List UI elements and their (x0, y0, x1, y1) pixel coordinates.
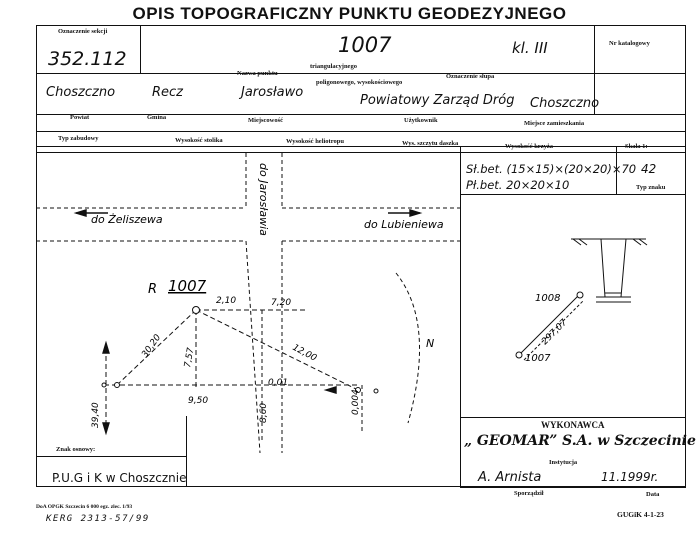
gmina-value: Recz (152, 85, 184, 100)
executor-label: WYKONAWCA (541, 420, 605, 430)
heliotrop-label: Wysokość heliotropu (286, 138, 344, 145)
marker-inset (461, 195, 686, 417)
north-label: N (426, 337, 435, 350)
section-value: 352.112 (48, 48, 127, 70)
point-number: 1007 (338, 33, 392, 57)
sl-bet-value: Sł.bet. (15×15)×(20×20)×70 (466, 162, 637, 176)
type-line-1: triangulacyjnego (310, 63, 357, 70)
site-sketch (36, 153, 460, 453)
miejscowosc-label: Miejscowość (248, 117, 284, 124)
stamp-value: P.U.G i K w Choszcznie (52, 471, 187, 485)
row-divider (460, 417, 686, 418)
typ-znaku-label: Typ znaku (636, 184, 666, 191)
date-label: Data (646, 491, 660, 498)
miejsce-value: Choszczno (530, 96, 600, 111)
typ-znaku-value: 42 (641, 162, 657, 176)
type-line-2: poligonowego, wysokościowego (316, 79, 403, 86)
uzytkownik-value: Powiatowy Zarząd Dróg (360, 93, 515, 108)
row-divider (36, 146, 686, 147)
miejscowosc-value: Jarosławo (241, 85, 304, 100)
dist-label: 30,20 (140, 332, 164, 360)
sketch-point-number: 1007 (168, 277, 207, 295)
col-divider (140, 25, 141, 73)
powiat-value: Choszczno (46, 85, 116, 100)
dist-label: 12,00 (290, 342, 319, 364)
institution-label: Instytucja (549, 459, 578, 466)
row-divider (36, 114, 686, 115)
powiat-label: Powiat (70, 114, 90, 121)
author-name: A. Arnista (478, 470, 542, 485)
dist-label: 0,01 (268, 378, 289, 388)
dist-label: 7,57 (183, 347, 197, 369)
skala-label: Skala 1: (625, 143, 648, 150)
footer-print-info: DoA OPGK Szczecin 6 000 egz. zlec. 1/93 (36, 504, 133, 510)
executor-name: „ GEOMAR” S.A. w Szczecinie (464, 433, 696, 449)
krzyz-label: Wysokość krzyża (505, 143, 553, 150)
point-class: kl. III (512, 39, 548, 57)
pl-bet-value: Pł.bet. 20×20×10 (466, 178, 570, 192)
typ-label: Typ zabudowy (58, 135, 99, 142)
section-label: Oznaczenie sekcji (58, 28, 108, 35)
uzytkownik-label: Użytkownik (404, 117, 438, 124)
post-label: Oznaczenie słupa (446, 73, 495, 80)
stolik-label: Wysokość stolika (175, 137, 223, 144)
dist-label: 9,50 (188, 396, 209, 406)
row-divider (460, 487, 686, 488)
dist-label: 39,40 (91, 402, 101, 428)
road-vertical-label: do Jarosławia (257, 163, 270, 236)
dist-label: 8,60 (259, 402, 269, 423)
miejsce-label: Miejsce zamieszkania (524, 120, 585, 127)
dist-label: 7,20 (271, 298, 292, 308)
row-divider (36, 73, 686, 74)
dist-label: 0,004 (351, 389, 361, 415)
footer-form-code: GUGiK 4-1-23 (617, 510, 664, 519)
prepared-by-label: Sporządził (514, 490, 544, 497)
row-divider (36, 456, 186, 457)
road-right-label: do Lubieniewa (364, 218, 444, 231)
sketch-point-label: R (148, 282, 158, 297)
footer-code: KERG 2313-57/99 (46, 514, 150, 524)
name-label: Nazwa punktu (237, 70, 278, 77)
road-left-label: do Żeliszewa (91, 213, 163, 226)
inset-point-1007: 1007 (525, 353, 551, 364)
dist-label: 2,10 (216, 296, 237, 306)
row-divider (36, 131, 686, 132)
daszek-label: Wys. szczytu daszka (402, 140, 459, 147)
catalog-label: Nr katalogowy (609, 40, 650, 47)
page-title: OPIS TOPOGRAFICZNY PUNKTU GEODEZYJNEGO (132, 4, 567, 23)
executor-date: 11.1999r. (601, 470, 659, 484)
stamp-label: Znak osnowy: (56, 446, 96, 453)
inset-distance: 297,07 (540, 317, 570, 348)
inset-point-1008: 1008 (535, 293, 561, 304)
gmina-label: Gmina (147, 114, 167, 121)
